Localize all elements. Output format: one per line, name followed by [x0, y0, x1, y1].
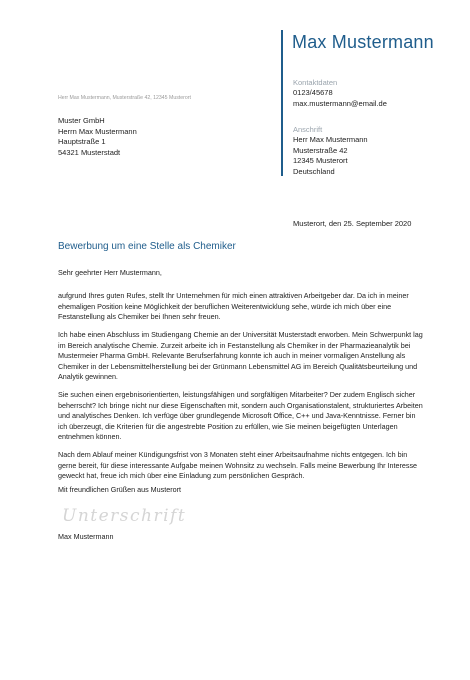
paragraph-availability: Nach dem Ablauf meiner Kündigungsfrist von 3 Monaten steht einer Arbeitsaufnahme nichts entgegen. Ich bin gerne bereit, für diese interessante Aufgabe meinen Wohnsitz zu wechseln. Falls meine Bewerbung Ihr Interesse geweckt hat, freue ich mich über eine Einladung zum persönlichen Gespräch. [58, 450, 418, 480]
applicant-address [293, 135, 368, 177]
address-line: 12345 Musterort [293, 156, 348, 165]
contact-details [293, 88, 387, 109]
header-accent-rule [281, 30, 283, 176]
contact-label: Kontaktdaten [293, 78, 338, 87]
address-line: Deutschland [293, 166, 335, 176]
phone-number: 0123/45678 [293, 88, 333, 97]
signer-name: Max Mustermann [58, 532, 114, 541]
recipient-address [58, 116, 137, 158]
recipient-line: Muster GmbH [58, 116, 105, 125]
paragraph-education: Ich habe einen Abschluss im Studiengang Chemie an der Universität Musterstadt erworben. Mein Schwerpunkt lag im Bereich analytische Chemie. Zurzeit arbeite ich in Festanstellung als Chemiker in der Pharmazieanalytik bei Mustermeier Pharma GmbH. Relevante Berufserfahrung konnte ich auch in meiner vormaligen Anstellung als Chemiker in der Lebensmittelherstellung bei der Grünmann Lebensmittel AG im Bereich Qualitätsbeurteilung und Analytik gewinnen. [58, 330, 423, 381]
applicant-name: Max Mustermann [292, 32, 434, 52]
letter-date: Musterort, den 25. September 2020 [293, 219, 412, 228]
email-address: max.mustermann@email.de [293, 98, 387, 108]
address-line: Herr Max Mustermann [293, 135, 368, 144]
sender-return-line: Herr Max Mustermann, Musterstraße 42, 12345 Musterort [58, 95, 191, 101]
salutation: Sehr geehrter Herr Mustermann, [58, 268, 162, 277]
address-label: Anschrift [293, 125, 323, 134]
paragraph-skills: Sie suchen einen ergebnisorientierten, leistungsfähigen und sorgfältigen Mitarbeiter? Der zudem Englisch sicher beherrscht? Ich bringe nicht nur diese Eigenschaften mit, sondern auch Organisationstalent, strukturiertes Arbeiten und analytisches Denken. Ich verfüge über grundlegende Microsoft Office, C++ und Java-Kenntnisse. Ferner bin ich überzeugt, die Kriterien für die angestrebte Position zu erfüllen, wie Sie meinen beigefügten Unterlagen entnehmen können. [58, 390, 423, 441]
recipient-line: Herrn Max Mustermann [58, 126, 137, 136]
letter-subject: Bewerbung um eine Stelle als Chemiker [58, 241, 236, 252]
closing-line: Mit freundlichen Grüßen aus Musterort [58, 485, 182, 494]
recipient-line: 54321 Musterstadt [58, 147, 121, 157]
address-line: Musterstraße 42 [293, 145, 348, 155]
recipient-line: Hauptstraße 1 [58, 137, 106, 146]
signature-placeholder: Unterschrift [62, 506, 187, 526]
paragraph-motivation: aufgrund Ihres guten Rufes, stellt Ihr Unternehmen für mich einen attraktiven Arbeitgeber dar. Da ich in meiner ehemaligen Position keine Möglichkeit der beruflichen Weiterentwicklung sehe, würde ich mich über eine Festanstellung als Chemiker bei Ihnen sehr freuen. [58, 291, 409, 321]
